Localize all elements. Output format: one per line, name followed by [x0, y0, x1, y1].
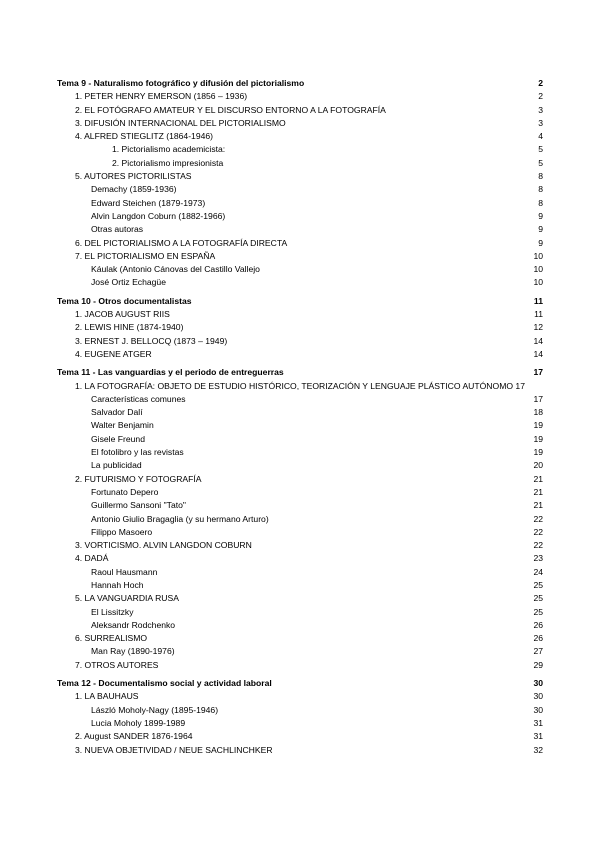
- toc-entry-title: Tema 12 - Documentalismo social y actividad laboral: [57, 678, 272, 689]
- toc-subsection-link[interactable]: [57, 419, 543, 432]
- toc-entry-title: 1. LA BAUHAUS: [75, 691, 139, 702]
- toc-entry-title: Fortunato Depero: [91, 486, 159, 497]
- toc-subsection-link[interactable]: [57, 406, 543, 419]
- toc-subsection-link[interactable]: [57, 606, 543, 619]
- toc-entry-title: Man Ray (1890-1976): [91, 646, 175, 657]
- toc-entry-title: Tema 10 - Otros documentalistas: [57, 295, 192, 306]
- toc-entry-title: 2. Pictorialismo impresionista: [112, 157, 224, 168]
- toc-subsection-link[interactable]: [57, 223, 543, 236]
- toc-page-number: 10: [533, 264, 543, 275]
- toc-entry-title: László Moholy-Nagy (1895-1946): [91, 704, 219, 715]
- toc-section-link[interactable]: [57, 473, 543, 486]
- toc-subsection-link[interactable]: [57, 197, 543, 210]
- toc-subsection-link[interactable]: [57, 619, 543, 632]
- toc-entry-title: Káulak (Antonio Cánovas del Castillo Vallejo: [91, 264, 260, 275]
- toc-entry-title: Filippo Masoero: [91, 526, 153, 537]
- toc-entry-title: La publicidad: [91, 460, 142, 471]
- toc-page-number: 31: [533, 731, 543, 742]
- toc-section-link[interactable]: [57, 659, 543, 672]
- toc-section-link[interactable]: [57, 117, 543, 130]
- toc-page-number: 22: [533, 526, 543, 537]
- toc-entry-title: 5. AUTORES PICTORILISTAS: [75, 171, 192, 182]
- toc-entry-title: 2. EL FOTÓGRAFO AMATEUR Y EL DISCURSO ENTORNO A LA FOTOGRAFÍA: [75, 104, 386, 115]
- toc-page-number: 26: [533, 633, 543, 644]
- toc-page-number: 8: [538, 197, 543, 208]
- toc-subsection-link[interactable]: [57, 210, 543, 223]
- toc-section-link[interactable]: [57, 632, 543, 645]
- toc-subsection-link[interactable]: [57, 276, 543, 289]
- toc-entry-title: Tema 11 - Las vanguardias y el periodo de entreguerras: [57, 367, 284, 378]
- toc-subsection-link[interactable]: [57, 263, 543, 276]
- toc-subsection-link[interactable]: [57, 459, 543, 472]
- toc-page-number: 11: [533, 295, 543, 306]
- toc-page-number: 17: [533, 367, 543, 378]
- toc-entry-title: Características comunes: [91, 393, 186, 404]
- toc-page-number: 11: [534, 309, 543, 320]
- toc-page-number: 32: [533, 744, 543, 755]
- toc-section-link[interactable]: [57, 744, 543, 757]
- toc-subsection-link[interactable]: [57, 579, 543, 592]
- toc-page-number: 12: [533, 322, 543, 333]
- toc-page-number: 31: [533, 717, 543, 728]
- toc-entry-title: Alvin Langdon Coburn (1882-1966): [91, 210, 226, 221]
- toc-section-link[interactable]: [57, 552, 543, 565]
- toc-page-number: 25: [533, 606, 543, 617]
- toc-section-link[interactable]: [57, 335, 543, 348]
- toc-page-number: 23: [533, 553, 543, 564]
- toc-section-link[interactable]: [57, 348, 543, 361]
- toc-subsection-link[interactable]: [57, 499, 543, 512]
- toc-page-number: 14: [533, 335, 543, 346]
- toc-entry-title: 3. DIFUSIÓN INTERNACIONAL DEL PICTORIALISMO: [75, 117, 286, 128]
- toc-page-number: 26: [533, 619, 543, 630]
- toc-page-number: 2: [538, 91, 543, 102]
- toc-page-number: 9: [538, 237, 543, 248]
- toc-subsection-link[interactable]: [57, 446, 543, 459]
- toc-entry-title: 1. Pictorialismo academicista:: [112, 144, 226, 155]
- toc-theme-heading[interactable]: [57, 366, 543, 379]
- toc-subsection-link[interactable]: [57, 486, 543, 499]
- toc-page-number: 27: [533, 646, 543, 657]
- toc-subsection-link[interactable]: [57, 526, 543, 539]
- toc-page-number: 3: [538, 104, 543, 115]
- toc-subsection-link[interactable]: [57, 566, 543, 579]
- toc-page-number: 29: [533, 659, 543, 670]
- toc-subsection-link[interactable]: [57, 645, 543, 658]
- toc-subsection-link[interactable]: [57, 513, 543, 526]
- toc-page-number: 14: [533, 348, 543, 359]
- toc-entry-title: Demachy (1859-1936): [91, 184, 177, 195]
- toc-subsection-link[interactable]: [57, 433, 543, 446]
- toc-page-number: 10: [533, 277, 543, 288]
- toc-page-number: 8: [538, 184, 543, 195]
- toc-entry-title: 2. August SANDER 1876-1964: [75, 731, 193, 742]
- toc-page-number: 24: [533, 566, 543, 577]
- toc-page-number: 19: [533, 447, 543, 458]
- toc-page-number: 17: [533, 393, 543, 404]
- toc-page-number: 10: [533, 250, 543, 261]
- toc-page-number: 8: [538, 171, 543, 182]
- toc-page-number: 5: [538, 144, 543, 155]
- toc-section-link[interactable]: [57, 130, 543, 143]
- toc-entry-title: 1. LA FOTOGRAFÍA: OBJETO DE ESTUDIO HISTÓRICO, TEORIZACIÓN Y LENGUAJE PLÁSTICO AUTÓNOMO 17: [75, 380, 525, 391]
- toc-theme-heading[interactable]: [57, 77, 543, 90]
- toc-page-number: 21: [533, 473, 543, 484]
- toc-entry-title: Antonio Giulio Bragaglia (y su hermano Arturo): [91, 513, 269, 524]
- toc-theme-heading[interactable]: [57, 295, 543, 308]
- toc-entry-title: 2. LEWIS HINE (1874-1940): [75, 322, 184, 333]
- toc-entry-title: 1. PETER HENRY EMERSON (1856 – 1936): [75, 91, 248, 102]
- toc-page-number: 3: [538, 117, 543, 128]
- toc-entry-title: El fotolibro y las revistas: [91, 447, 184, 458]
- toc-entry-title: Hannah Hoch: [91, 579, 144, 590]
- toc-entry-title: Aleksandr Rodchenko: [91, 619, 176, 630]
- toc-subsection-link[interactable]: [57, 157, 543, 170]
- toc-theme-heading[interactable]: [57, 677, 543, 690]
- toc-entry-title: 3. NUEVA OBJETIVIDAD / NEUE SACHLINCHKER: [75, 744, 273, 755]
- toc-page-number: 20: [533, 460, 543, 471]
- toc-page-number: 30: [533, 704, 543, 715]
- toc-subsection-link[interactable]: [57, 393, 543, 406]
- toc-entry-title: El Lissitzky: [91, 606, 134, 617]
- toc-page-number: 5: [538, 157, 543, 168]
- toc-subsection-link[interactable]: [57, 704, 543, 717]
- toc-page-number: 9: [538, 210, 543, 221]
- toc-entry-title: Tema 9 - Naturalismo fotográfico y difusión del pictorialismo: [57, 78, 305, 88]
- toc-entry-title: Gisele Freund: [91, 433, 145, 444]
- toc-section-link[interactable]: [57, 321, 543, 334]
- toc-section-link[interactable]: [57, 170, 543, 183]
- toc-entry-title: 3. ERNEST J. BELLOCQ (1873 – 1949): [75, 335, 228, 346]
- toc-page-number: 25: [533, 593, 543, 604]
- toc-page-number: 30: [533, 678, 543, 689]
- toc-page-number: 22: [533, 513, 543, 524]
- toc-entry-title: 4. DADÁ: [75, 553, 109, 564]
- table-of-contents: [57, 77, 543, 757]
- toc-entry-title: 7. EL PICTORIALISMO EN ESPAÑA: [75, 250, 216, 261]
- toc-section-link[interactable]: [57, 308, 543, 321]
- toc-entry-title: 7. OTROS AUTORES: [75, 659, 159, 670]
- toc-entry-title: Salvador Dalí: [91, 407, 143, 418]
- toc-page-number: 4: [538, 131, 543, 142]
- toc-entry-title: José Ortiz Echagüe: [91, 277, 166, 288]
- toc-section-link[interactable]: [57, 237, 543, 250]
- toc-entry-title: Lucia Moholy 1899-1989: [91, 717, 186, 728]
- toc-page-number: 30: [533, 691, 543, 702]
- toc-page-number: 22: [533, 540, 543, 551]
- toc-entry-title: 1. JACOB AUGUST RIIS: [75, 309, 170, 320]
- toc-page-number: 9: [538, 224, 543, 235]
- toc-entry-title: Guillermo Sansoni "Tato": [91, 500, 186, 511]
- toc-entry-title: Edward Steichen (1879-1973): [91, 197, 206, 208]
- toc-entry-title: 2. FUTURISMO Y FOTOGRAFÍA: [75, 473, 202, 484]
- toc-entry-title: Raoul Hausmann: [91, 566, 158, 577]
- toc-section-link[interactable]: [57, 90, 543, 103]
- toc-section-link[interactable]: [57, 690, 543, 703]
- toc-subsection-link[interactable]: [57, 183, 543, 196]
- toc-section-link[interactable]: [57, 592, 543, 605]
- toc-page-number: 21: [533, 486, 543, 497]
- toc-section-link[interactable]: [57, 539, 543, 552]
- toc-page-number: 21: [533, 500, 543, 511]
- toc-page-number: 19: [533, 420, 543, 431]
- toc-entry-title: 4. ALFRED STIEGLITZ (1864-1946): [75, 131, 214, 142]
- toc-entry-title: Otras autoras: [91, 224, 144, 235]
- toc-entry-title: Walter Benjamin: [91, 420, 154, 431]
- toc-section-link[interactable]: [57, 104, 543, 117]
- toc-section-link[interactable]: [57, 250, 543, 263]
- toc-entry-title: 3. VORTICISMO. ALVIN LANGDON COBURN: [75, 540, 252, 551]
- toc-page-number: 25: [533, 579, 543, 590]
- toc-section-link[interactable]: [57, 730, 543, 743]
- toc-subsection-link[interactable]: [57, 143, 543, 156]
- toc-page-number: 2: [538, 78, 543, 88]
- toc-entry-title: 4. EUGENE ATGER: [75, 348, 152, 359]
- toc-section-link[interactable]: [57, 380, 543, 393]
- toc-entry-title: 6. SURREALISMO: [75, 633, 148, 644]
- toc-entry-title: 5. LA VANGUARDIA RUSA: [75, 593, 179, 604]
- toc-page-number: 18: [533, 407, 543, 418]
- toc-page-number: 19: [533, 433, 543, 444]
- toc-entry-title: 6. DEL PICTORIALISMO A LA FOTOGRAFÍA DIRECTA: [75, 237, 288, 248]
- toc-subsection-link[interactable]: [57, 717, 543, 730]
